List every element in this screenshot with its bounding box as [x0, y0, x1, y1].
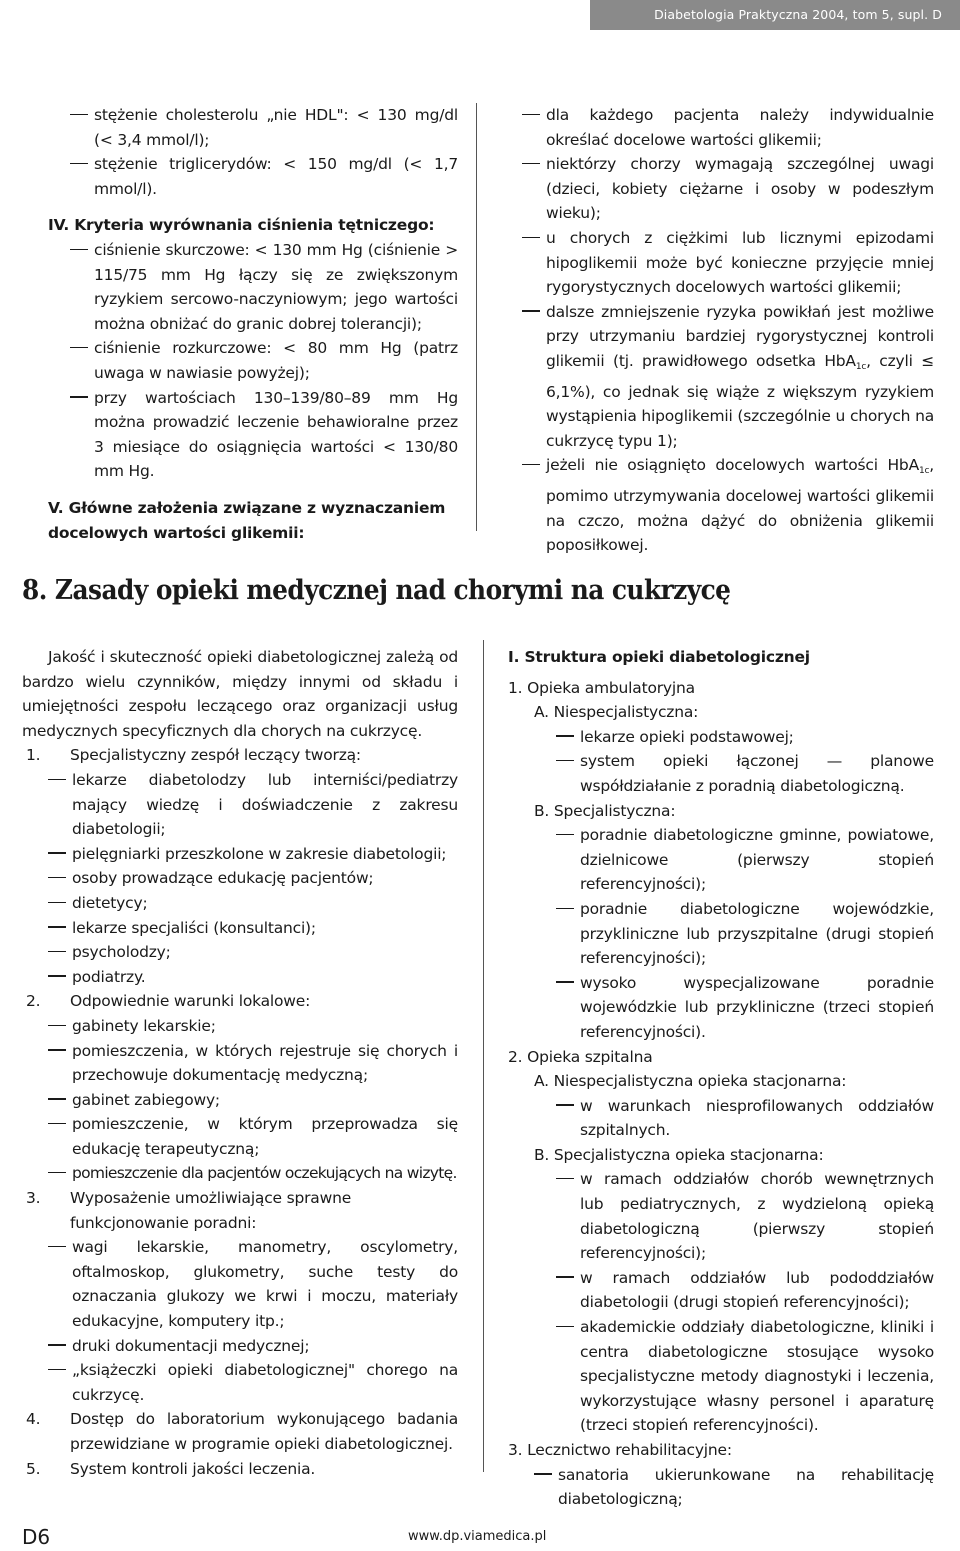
text-part: jeżeli nie osiągnięto docelowych wartości HbA [546, 456, 919, 475]
heading-text: Odpowiednie warunki lokalowe: [70, 992, 311, 1011]
list-item: lekarze opieki podstawowej; [556, 725, 934, 750]
subsection-title: 3. Lecznictwo rehabilitacyjne: [508, 1441, 732, 1459]
list-item: w ramach oddziałów lub pododdziałów diabetologii (drugi stopień referencyjności); [556, 1266, 934, 1315]
section-title: 8. Zasady opieki medycznej nad chorymi na cukrzycę [22, 575, 731, 606]
intro-paragraph: Jakość i skuteczność opieki diabetologicznej zależą od bardzo wielu czynników, między innymi od składu i umiejętności zespołu leczącego oraz organizacji usług medycznych specyficznych dla chorych na cukrzycę. [22, 648, 458, 740]
list-item: gabinety lekarskie; [48, 1014, 458, 1039]
list-item: pomieszczenie dla pacjentów oczekujących na wizytę. [48, 1161, 458, 1186]
text-part: dalsze zmniejszenie ryzyka powikłań jest możliwe przy utrzymaniu bardziej rygorystycznej kontroli glikemii (tj. prawidłowego odsetka HbA [546, 302, 934, 370]
subsection-title: A. Niespecjalistyczna: [534, 703, 699, 722]
page-number: D6 [22, 1525, 51, 1549]
list-item: akademickie oddziały diabetologiczne, kliniki i centra diabetologiczne stosujące wysoko specjalistyczne metody diagnostyki i leczenia, wykorzystujące własny personel i aparaturę (trzeci stopień referencyjności). [556, 1315, 934, 1438]
list-item: pielęgniarki przeszkolone w zakresie diabetologii; [48, 842, 458, 867]
list-item: pomieszczenie, w którym przeprowadza się edukację terapeutyczną; [48, 1112, 458, 1161]
subsection-title: 2. Opieka szpitalna [508, 1047, 653, 1066]
text-part: , czyli ≤ 6,1%), co jednak się wiąże z większym ryzykiem wystąpienia hipoglikemii (szczególnie u chorych na cukrzycę typu 1); [546, 351, 935, 450]
list-item: stężenie triglicerydów: < 150 mg/dl (< 1,7 mmol/l). [70, 152, 458, 201]
subsection-title: A. Niespecjalistyczna opieka stacjonarna: [534, 1072, 847, 1091]
numbered-heading [22, 1407, 458, 1456]
subscript: 1c [918, 466, 930, 477]
list-item: „książeczki opieki diabetologicznej" chorego na cukrzycę. [48, 1358, 458, 1407]
heading-text: System kontroli jakości leczenia. [70, 1459, 316, 1478]
list-item: sanatoria ukierunkowane na rehabilitację diabetologiczną; [534, 1463, 934, 1512]
list-item: stężenie cholesterolu „nie HDL": < 130 mg/dl (< 3,4 mmol/l); [70, 103, 458, 152]
subscript: 1c [855, 361, 867, 372]
numbered-heading [22, 1186, 458, 1235]
list-item: wagi lekarskie, manometry, oscylometry, oftalmoskop, glukometry, suche testy do oznaczania glukozy we krwi i moczu, materiały edukacyjne, komputery itp.; [48, 1235, 458, 1333]
heading-v: V. Główne założenia związane z wyznaczaniem docelowych wartości glikemii: [48, 498, 446, 542]
bottom-left-column [22, 645, 458, 1481]
list-item-hba1c [522, 300, 934, 454]
list-item: psycholodzy; [48, 940, 458, 965]
journal-header: Diabetologia Praktyczna 2004, tom 5, supl. D [590, 0, 960, 30]
footer-url[interactable]: www.dp.viamedica.pl [408, 1529, 547, 1544]
list-item: osoby prowadzące edukację pacjentów; [48, 866, 458, 891]
top-right-column [522, 103, 934, 558]
subsection-title: 1. Opieka ambulatoryjna [508, 678, 695, 697]
list-item: poradnie diabetologiczne wojewódzkie, przykliniczne lub przyszpitalne (drugi stopień referencyjności); [556, 897, 934, 971]
column-divider [476, 103, 477, 531]
list-item: w ramach oddziałów chorób wewnętrznych lub pediatrycznych, z wydzieloną opieką diabetologiczną (pierwszy stopień referencyjności); [556, 1167, 934, 1265]
list-item: ciśnienie skurczowe: < 130 mm Hg (ciśnienie > 115/75 mm Hg łączy się ze zwiększonym ryzykiem sercowo-naczyniowym; jego wartości można obniżać do granic dobrej tolerancji); [70, 238, 458, 336]
list-item: druki dokumentacji medycznej; [48, 1334, 458, 1359]
number: 1. [26, 746, 41, 765]
numbered-heading [22, 989, 458, 1014]
list-item: podiatrzy. [48, 965, 458, 990]
list-item: system opieki łączonej — planowe współdziałanie z poradnią diabetologiczną. [556, 749, 934, 798]
list-item: dietetycy; [48, 891, 458, 916]
heading-iv: IV. Kryteria wyrównania ciśnienia tętniczego: [48, 216, 435, 235]
list-item: lekarze specjaliści (konsultanci); [48, 916, 458, 941]
list-item: gabinet zabiegowy; [48, 1088, 458, 1113]
heading-text: Dostęp do laboratorium wykonującego badania przewidziane w programie opieki diabetologicznej. [70, 1410, 458, 1453]
list-item: poradnie diabetologiczne gminne, powiatowe, dzielnicowe (pierwszy stopień referencyjności); [556, 823, 934, 897]
list-item: wysoko wyspecjalizowane poradnie wojewódzkie lub przykliniczne (trzeci stopień referencyjności). [556, 971, 934, 1045]
numbered-heading [22, 1457, 458, 1482]
numbered-heading [22, 743, 458, 768]
column-divider [483, 640, 484, 1472]
subsection-title: B. Specjalistyczna: [534, 801, 676, 820]
subsection-title: B. Specjalistyczna opieka stacjonarna: [534, 1145, 824, 1164]
list-item: dla każdego pacjenta należy indywidualnie określać docelowe wartości glikemii; [522, 103, 934, 152]
list-item: w warunkach niesprofilowanych oddziałów szpitalnych. [556, 1094, 934, 1143]
list-item: przy wartościach 130–139/80–89 mm Hg można prowadzić leczenie behawioralne przez 3 miesiące do osiągnięcia wartości < 130/80 mm Hg. [70, 386, 458, 484]
top-left-column [48, 103, 458, 545]
list-item: pomieszczenia, w których rejestruje się chorych i przechowuje dokumentację medyczną; [48, 1039, 458, 1088]
number: 2. [26, 992, 41, 1011]
list-item-hba1c [522, 453, 934, 557]
number: 4. [26, 1410, 41, 1429]
structure-heading: I. Struktura opieki diabetologicznej [508, 648, 810, 666]
number: 3. [26, 1189, 41, 1208]
text-part: , pomimo utrzymywania docelowej wartości glikemii na czczo, można dążyć do obniżenia glikemii poposiłkowej. [546, 456, 934, 555]
list-item: lekarze diabetolodzy lub interniści/pediatrzy mający wiedzę i doświadczenie z zakresu diabetologii; [48, 768, 458, 842]
list-item: u chorych z ciężkimi lub licznymi epizodami hipoglikemii może być konieczne przyjęcie mniej rygorystycznych docelowych wartości glikemii; [522, 226, 934, 300]
bottom-right-column [508, 645, 934, 1512]
list-item: niektórzy chorzy wymagają szczególnej uwagi (dzieci, kobiety ciężarne i osoby w podeszłym wieku); [522, 152, 934, 226]
heading-text: Specjalistyczny zespół leczący tworzą: [70, 746, 361, 765]
number: 5. [26, 1459, 41, 1478]
heading-text: Wyposażenie umożliwiające sprawne funkcjonowanie poradni: [70, 1189, 352, 1232]
list-item: ciśnienie rozkurczowe: < 80 mm Hg (patrz uwaga w nawiasie powyżej); [70, 336, 458, 385]
